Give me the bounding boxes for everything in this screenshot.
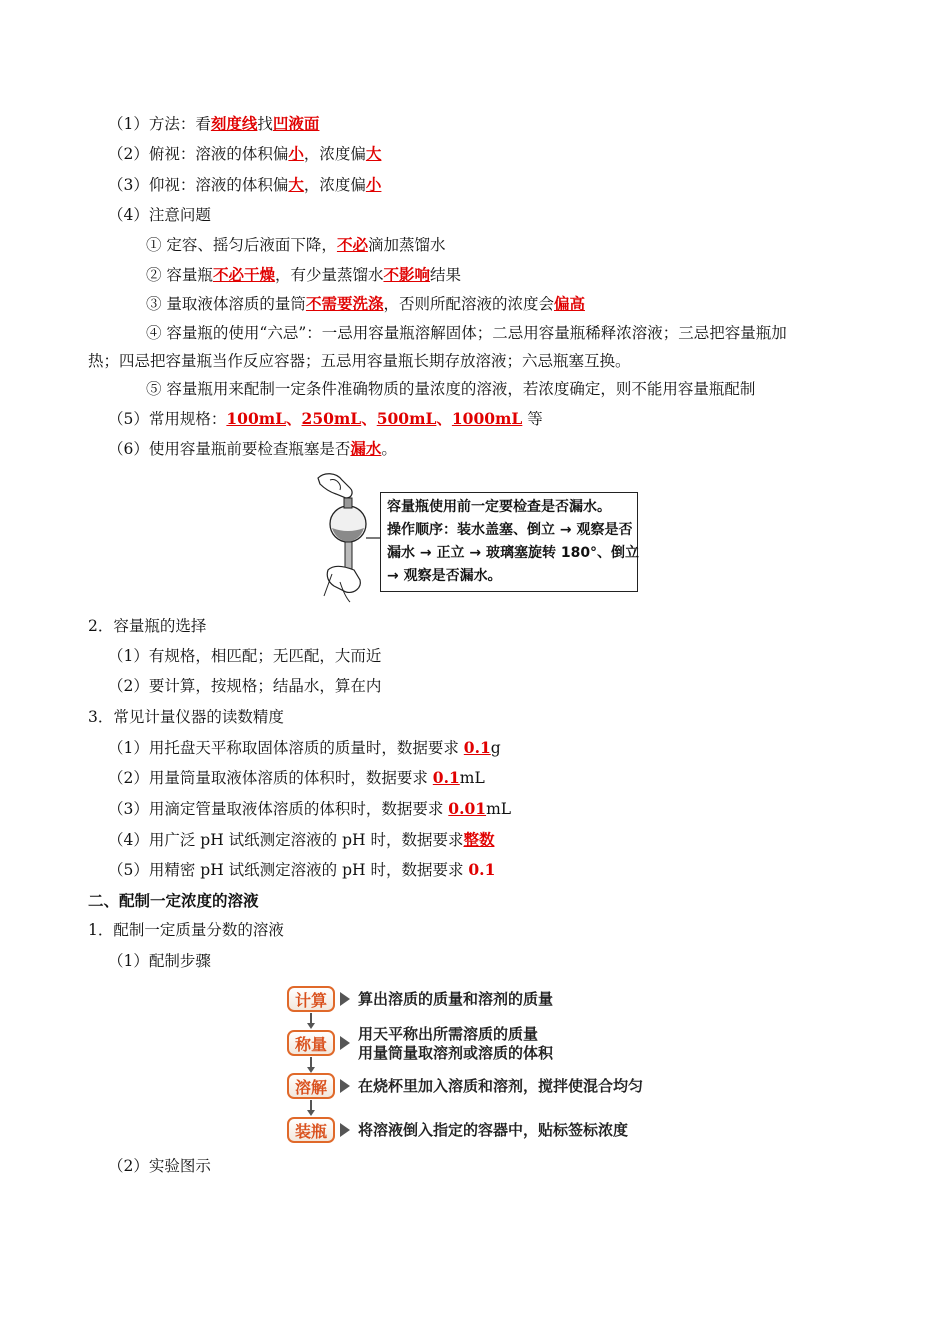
notes-heading: （4）注意问题 bbox=[108, 206, 211, 224]
note-line: 漏水 → 正立 → 玻璃塞旋转 180°、倒立 bbox=[387, 545, 640, 561]
answer: 不必干燥 bbox=[212, 265, 275, 284]
answer: 0.1 bbox=[468, 860, 496, 879]
note-line: 操作顺序：装水盖塞、倒立 → 观察是否 bbox=[387, 522, 633, 538]
answer: 凹液面 bbox=[272, 114, 320, 133]
step-description: 用天平称出所需溶质的质量 bbox=[358, 1025, 539, 1043]
part-2-heading: 二、配制一定浓度的溶液 bbox=[88, 891, 259, 910]
selection-rule-1: （1）有规格，相匹配；无匹配，大而近 bbox=[108, 647, 382, 665]
method-line: （1）方法：看刻度线找凹液面 bbox=[108, 114, 320, 133]
answer: 小 bbox=[288, 144, 304, 163]
step-description: 将溶液倒入指定的容器中，贴标签标浓度 bbox=[358, 1121, 629, 1139]
answer: 大 bbox=[288, 175, 304, 194]
arrow-down-icon bbox=[307, 1023, 315, 1029]
upward-look-line: （3）仰视：溶液的体积偏大，浓度偏小 bbox=[108, 175, 382, 194]
answer: 小 bbox=[365, 175, 382, 194]
arrow-right-icon bbox=[340, 992, 350, 1006]
note-4-line-2: 热；四忌把容量瓶当作反应容器；五忌用容量瓶长期存放溶液；六忌瓶塞互换。 bbox=[88, 352, 631, 370]
volumetric-flask-illustration bbox=[310, 470, 380, 605]
precision-broad-ph: （4）用广泛 pH 试纸测定溶液的 pH 时，数据要求整数 bbox=[108, 830, 495, 849]
step-badge: 溶解 bbox=[287, 1073, 335, 1099]
answer: 1000mL bbox=[451, 409, 523, 428]
step-description: 用量筒量取溶剂或溶质的体积 bbox=[358, 1044, 554, 1062]
arrow-right-icon bbox=[340, 1079, 350, 1093]
answer: 不需要洗涤 bbox=[305, 294, 384, 313]
precision-burette: （3）用滴定管量取液体溶质的体积时，数据要求 0.01mL bbox=[108, 799, 512, 818]
answer: 0.1 bbox=[432, 768, 460, 787]
note-4-line-1: ④ 容量瓶的使用“六忌”：一忌用容量瓶溶解固体；二忌用容量瓶稀释浓溶液；三忌把容量瓶加 bbox=[146, 324, 787, 342]
answer: 100mL bbox=[226, 409, 287, 428]
step-badge: 称量 bbox=[287, 1030, 335, 1056]
precision-balance: （1）用托盘天平称取固体溶质的质量时，数据要求 0.1g bbox=[108, 738, 501, 757]
leak-check-line: （6）使用容量瓶前要检查瓶塞是否漏水。 bbox=[108, 439, 397, 458]
arrow-right-icon bbox=[340, 1123, 350, 1137]
arrow-right-icon bbox=[340, 1036, 350, 1050]
selection-rule-2: （2）要计算，按规格；结晶水，算在内 bbox=[108, 677, 382, 695]
answer: 整数 bbox=[463, 830, 495, 849]
answer: 不必 bbox=[336, 235, 368, 254]
figure-label: （2）实验图示 bbox=[108, 1157, 211, 1175]
steps-label: （1）配制步骤 bbox=[108, 952, 211, 970]
answer: 偏高 bbox=[553, 294, 585, 313]
step-description: 算出溶质的质量和溶剂的质量 bbox=[358, 990, 554, 1008]
specs-line: （5）常用规格：100mL、250mL、500mL、1000mL 等 bbox=[108, 409, 543, 428]
leak-check-note-box bbox=[380, 492, 638, 592]
answer: 刻度线 bbox=[210, 114, 258, 133]
part-2-subheading: 1．配制一定质量分数的溶液 bbox=[88, 921, 284, 939]
note-1: ① 定容、摇匀后液面下降，不必滴加蒸馏水 bbox=[146, 235, 446, 254]
note-3: ③ 量取液体溶质的量筒不需要洗涤，否则所配溶液的浓度会偏高 bbox=[146, 294, 585, 313]
answer: 漏水 bbox=[350, 439, 382, 458]
precision-fine-ph: （5）用精密 pH 试纸测定溶液的 pH 时，数据要求 0.1 bbox=[108, 860, 496, 879]
answer: 500mL bbox=[376, 409, 437, 428]
step-description: 在烧杯里加入溶质和溶剂，搅拌使混合均匀 bbox=[358, 1077, 644, 1095]
section-3-title: 3．常见计量仪器的读数精度 bbox=[88, 708, 284, 726]
answer: 0.01 bbox=[448, 799, 487, 818]
answer: 大 bbox=[365, 144, 382, 163]
answer: 0.1 bbox=[463, 738, 491, 757]
precision-cylinder: （2）用量筒量取液体溶质的体积时，数据要求 0.1mL bbox=[108, 768, 485, 787]
note-line: → 观察是否漏水。 bbox=[387, 568, 502, 584]
step-badge: 计算 bbox=[287, 986, 335, 1012]
arrow-down-icon bbox=[307, 1110, 315, 1116]
overlook-line: （2）俯视：溶液的体积偏小，浓度偏大 bbox=[108, 144, 382, 163]
answer: 250mL bbox=[301, 409, 362, 428]
note-5: ⑤ 容量瓶用来配制一定条件准确物质的量浓度的溶液，若浓度确定，则不能用容量瓶配制 bbox=[146, 380, 756, 398]
section-2-title: 2．容量瓶的选择 bbox=[88, 617, 207, 635]
note-2: ② 容量瓶不必干燥，有少量蒸馏水不影响结果 bbox=[146, 265, 461, 284]
step-badge: 装瓶 bbox=[287, 1117, 335, 1143]
answer: 不影响 bbox=[383, 265, 430, 284]
note-line: 容量瓶使用前一定要检查是否漏水。 bbox=[387, 499, 611, 515]
